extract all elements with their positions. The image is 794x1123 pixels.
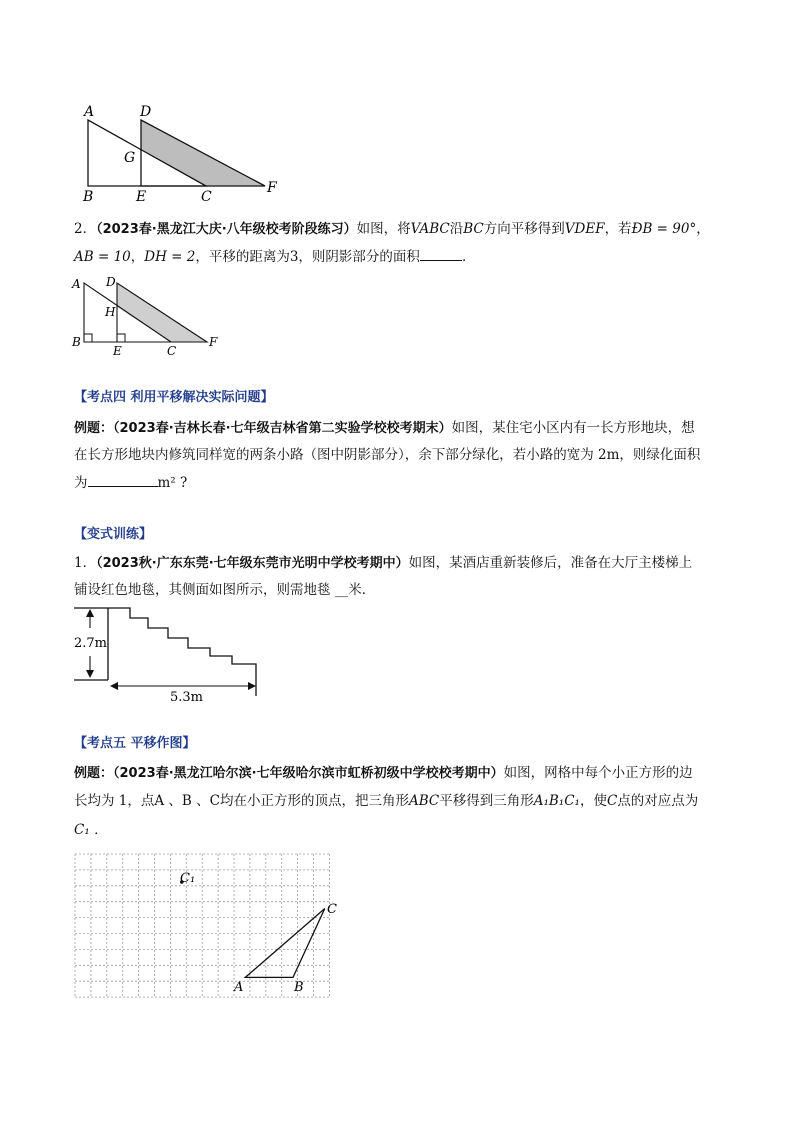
arrowhead-right — [248, 682, 256, 690]
math-a1b1c1: A₁B₁C₁ — [533, 793, 580, 809]
label-F: F — [209, 335, 218, 349]
label-C: C — [201, 189, 212, 205]
figure-translation-triangles-2 — [68, 272, 228, 358]
question-number: 1． — [74, 555, 97, 571]
label-B: B — [72, 335, 81, 349]
q2-line1 — [74, 219, 734, 240]
topic4-line1 — [74, 418, 734, 439]
label-E: E — [136, 189, 147, 205]
text: ，若 — [604, 221, 632, 237]
question-source: （2023秋·广东东莞·七年级东莞市光明中学校考期中） — [96, 556, 409, 571]
example-label: 例题： — [74, 766, 114, 781]
text: 如图，某酒店重新装修后，准备在大厅主楼梯上 — [408, 555, 693, 571]
text: m² ? — [157, 475, 188, 491]
variant-line1 — [74, 553, 734, 574]
text: 方向平移得到 — [483, 221, 565, 237]
topic4-line3 — [74, 472, 734, 493]
question-source: （2023春·黑龙江哈尔滨·七年级哈尔滨市虹桥初级中学校校考期中） — [113, 766, 504, 781]
right-angle-mark-e — [117, 334, 125, 342]
math-c: C — [606, 793, 618, 809]
text: ， — [130, 249, 145, 265]
text: 如图，网格中每个小正方形的边 — [503, 765, 693, 781]
label-A: A — [234, 980, 244, 995]
label-C: C — [167, 344, 177, 358]
math-ab-condition: AB = 10 — [74, 249, 131, 265]
label-D: D — [140, 104, 152, 120]
text: 平移得到三角形 — [439, 793, 534, 809]
math-abc: ABC — [408, 793, 440, 809]
topic4-line2: 在长方形地块内修筑同样宽的两条小路（图中阴影部分），余下部分绿化，若小路的宽为 2m，则绿化面积 — [74, 447, 701, 463]
question-source: （2023春·吉林长春·七年级吉林省第二实验学校校考期末） — [113, 421, 452, 436]
answer-blank[interactable] — [88, 472, 158, 487]
figure-translation-triangles-1 — [70, 100, 290, 210]
arrowhead-left — [110, 682, 118, 690]
math-dh-condition: DH = 2 — [144, 249, 196, 265]
label-H: H — [105, 305, 116, 319]
text: 长均为 1，点A 、B 、C均在小正方形的顶点，把三角形 — [74, 793, 409, 809]
answer-blank[interactable] — [420, 246, 462, 261]
topic5-line1 — [74, 763, 734, 784]
text: 沿 — [449, 221, 464, 237]
topic5-line3: C₁ ． — [74, 822, 108, 838]
figure-staircase — [70, 600, 270, 705]
section-heading-variant: 【变式训练】 — [74, 527, 153, 542]
label-C: C — [327, 902, 337, 917]
topic5-line2 — [74, 791, 734, 811]
q2-line2 — [74, 246, 734, 267]
arrowhead-up — [86, 609, 94, 617]
math-triangle-def: VDEF — [564, 221, 605, 237]
text: ，使 — [579, 793, 607, 809]
arrowhead-down — [86, 670, 94, 678]
section-heading-topic5: 【考点五 平移作图】 — [74, 736, 196, 751]
text: 点的对应点为 — [617, 793, 699, 809]
height-label: 2.7m — [74, 636, 108, 651]
text: 如图，将 — [356, 221, 411, 237]
text: ，平移的距离为3，则阴影部分的面积 — [195, 249, 420, 265]
label-G: G — [124, 150, 136, 166]
width-label: 5.3m — [170, 690, 204, 705]
text: ． — [461, 249, 476, 265]
text: 如图，某住宅小区内有一长方形地块，想 — [451, 420, 695, 436]
label-A: A — [84, 104, 95, 120]
label-F: F — [267, 180, 277, 196]
variant-line2: 铺设红色地毯，其侧面如图所示，则需地毯 __米． — [74, 582, 376, 598]
label-A: A — [72, 277, 81, 291]
example-label: 例题： — [74, 421, 114, 436]
math-bc: BC — [463, 221, 484, 237]
grid-lines — [75, 854, 329, 997]
label-B: B — [294, 980, 304, 995]
question-source: （2023春·黑龙江大庆·八年级校考阶段练习） — [96, 222, 357, 237]
math-angle-condition: ÐB = 90° — [631, 221, 697, 237]
text: 为 — [74, 475, 88, 491]
figure-grid — [72, 850, 344, 1000]
triangle-abc — [245, 909, 324, 978]
text: ， — [696, 221, 710, 237]
question-number: 2． — [74, 221, 97, 237]
math-triangle-abc: VABC — [410, 221, 450, 237]
right-angle-mark-b — [84, 334, 92, 342]
label-C1: C₁ — [180, 871, 196, 886]
staircase-outline — [74, 608, 256, 696]
label-B: B — [83, 189, 94, 205]
label-D: D — [106, 275, 116, 289]
section-heading-topic4: 【考点四 利用平移解决实际问题】 — [74, 390, 274, 405]
label-E: E — [113, 344, 122, 358]
